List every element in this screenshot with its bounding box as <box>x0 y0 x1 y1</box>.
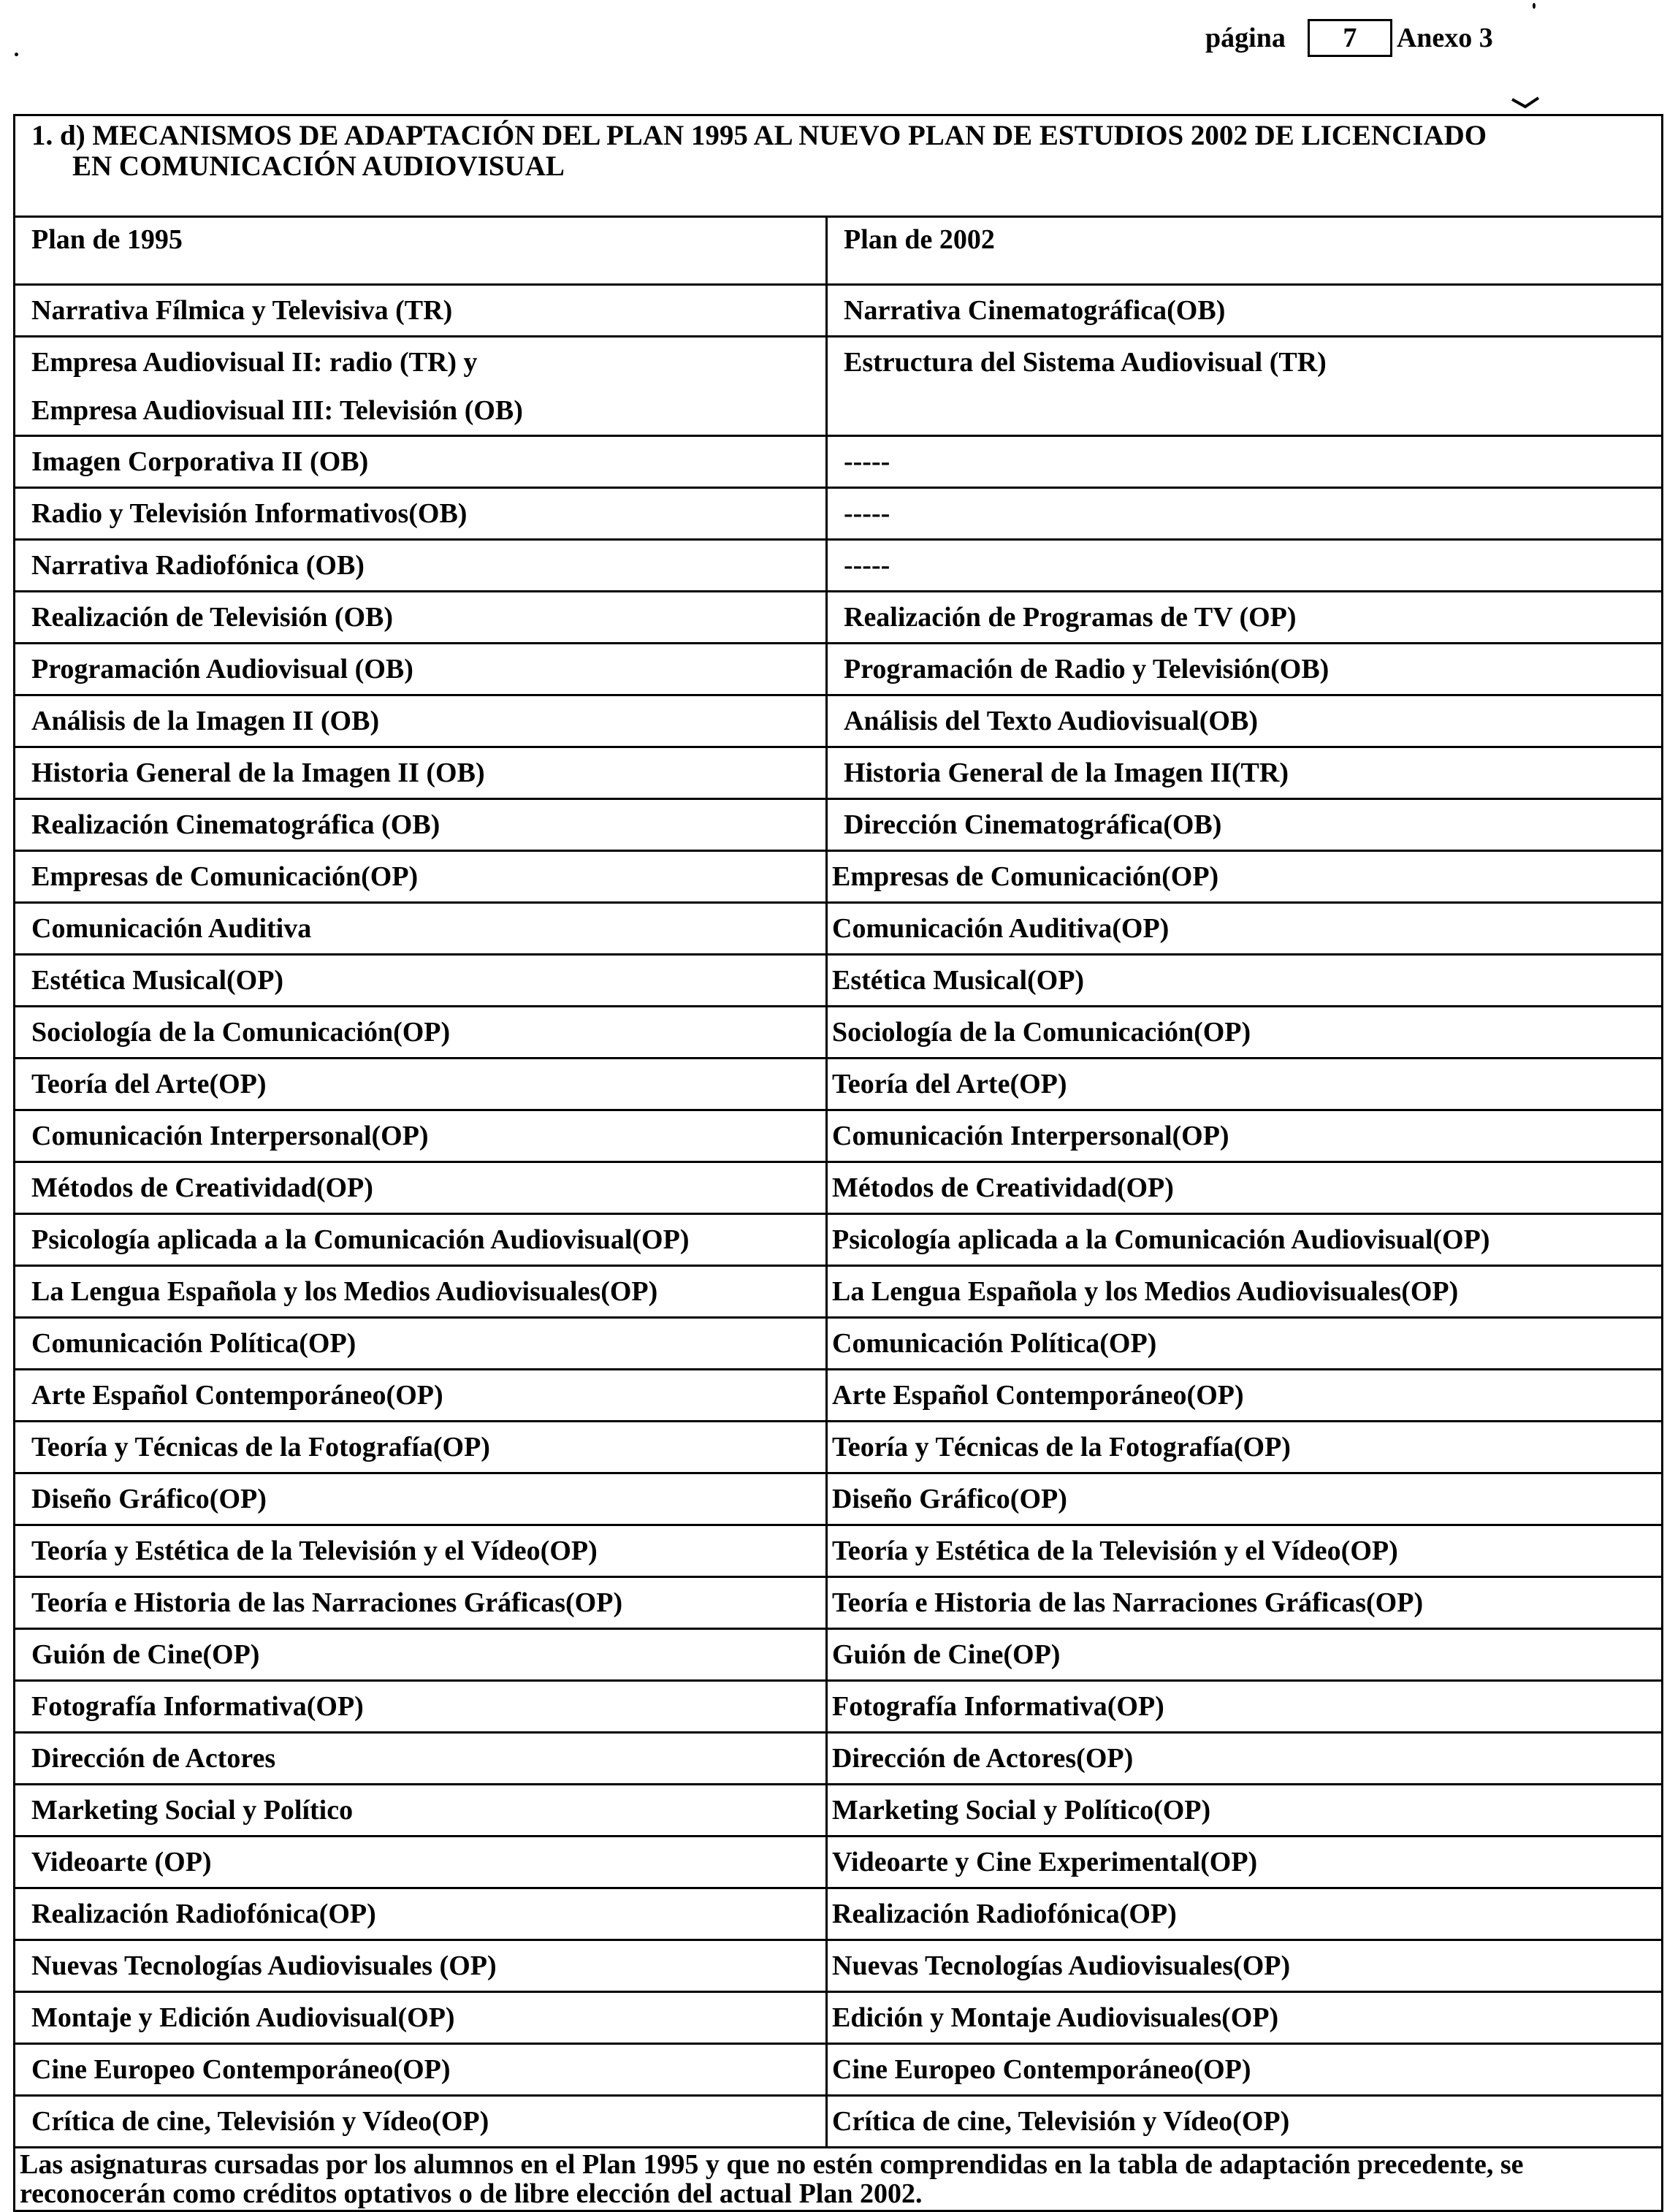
cell-plan-2002: Comunicación Interpersonal(OP) <box>827 1110 1663 1162</box>
table-row <box>15 1837 1663 1888</box>
cell-plan-1995: Narrativa Radiofónica (OB) <box>15 540 827 592</box>
scan-speck <box>1533 3 1536 9</box>
cell-plan-1995: Psicología aplicada a la Comunicación Audiovisual(OP) <box>15 1214 827 1266</box>
table-row <box>15 1785 1663 1837</box>
cell-plan-1995: Fotografía Informativa(OP) <box>15 1681 827 1733</box>
cell-plan-1995: Realización Radiofónica(OP) <box>15 1888 827 1940</box>
table-row <box>15 1473 1663 1525</box>
cell-line: Empresa Audiovisual III: Televisión (OB) <box>31 395 523 426</box>
table-row <box>15 2044 1663 2096</box>
cell-plan-2002: Teoría e Historia de las Narraciones Gráficas(OP) <box>827 1577 1663 1629</box>
cell-plan-2002: Métodos de Creatividad(OP) <box>827 1162 1663 1214</box>
cell-plan-2002: Comunicación Política(OP) <box>827 1318 1663 1370</box>
table-row <box>15 285 1663 337</box>
cell-plan-2002: Dirección de Actores(OP) <box>827 1733 1663 1785</box>
table-row <box>15 1940 1663 1992</box>
table-row <box>15 1733 1663 1785</box>
column-header-row <box>15 217 1663 285</box>
table-row <box>15 1007 1663 1059</box>
cell-plan-1995: La Lengua Española y los Medios Audiovisuales(OP) <box>15 1266 827 1318</box>
table-row <box>15 695 1663 747</box>
cell-plan-1995: Teoría y Técnicas de la Fotografía(OP) <box>15 1422 827 1473</box>
table-row <box>15 1629 1663 1681</box>
cell-plan-1995: Empresas de Comunicación(OP) <box>15 851 827 903</box>
table-row <box>15 903 1663 955</box>
table-row <box>15 540 1663 592</box>
table-row <box>15 1214 1663 1266</box>
cell-plan-2002: Historia General de la Imagen II(TR) <box>827 747 1663 799</box>
table-row <box>15 955 1663 1007</box>
table-row <box>15 1422 1663 1473</box>
cell-line: Empresa Audiovisual II: radio (TR) y <box>31 347 478 378</box>
cell-plan-1995: Realización de Televisión (OB) <box>15 592 827 644</box>
cell-plan-2002: Diseño Gráfico(OP) <box>827 1473 1663 1525</box>
cell-plan-2002: Estética Musical(OP) <box>827 955 1663 1007</box>
cell-plan-2002: Comunicación Auditiva(OP) <box>827 903 1663 955</box>
cell-plan-1995: Arte Español Contemporáneo(OP) <box>15 1370 827 1422</box>
cell-plan-2002: Cine Europeo Contemporáneo(OP) <box>827 2044 1663 2096</box>
cell-plan-2002: Videoarte y Cine Experimental(OP) <box>827 1837 1663 1888</box>
table-row <box>15 1525 1663 1577</box>
scan-speck <box>15 53 18 56</box>
cell-plan-2002: Análisis del Texto Audiovisual(OB) <box>827 695 1663 747</box>
table-row <box>15 2096 1663 2148</box>
cell-plan-1995: Cine Europeo Contemporáneo(OP) <box>15 2044 827 2096</box>
cell-plan-2002: Dirección Cinematográfica(OB) <box>827 799 1663 851</box>
adaptation-table <box>13 114 1663 2212</box>
table-row <box>15 1266 1663 1318</box>
cell-plan-1995: Programación Audiovisual (OB) <box>15 644 827 695</box>
cell-plan-1995: Videoarte (OP) <box>15 1837 827 1888</box>
cell-plan-2002: ----- <box>827 488 1663 540</box>
cell-plan-2002: Fotografía Informativa(OP) <box>827 1681 1663 1733</box>
cell-plan-1995: Análisis de la Imagen II (OB) <box>15 695 827 747</box>
cell-plan-1995: Imagen Corporativa II (OB) <box>15 436 827 488</box>
page-number-box: 7 <box>1308 19 1392 57</box>
cell-plan-1995: Guión de Cine(OP) <box>15 1629 827 1681</box>
table-row <box>15 644 1663 695</box>
cell-plan-2002: Programación de Radio y Televisión(OB) <box>827 644 1663 695</box>
table-row <box>15 1162 1663 1214</box>
cell-plan-1995: Crítica de cine, Televisión y Vídeo(OP) <box>15 2096 827 2148</box>
table-row <box>15 1370 1663 1422</box>
cell-plan-1995: Comunicación Interpersonal(OP) <box>15 1110 827 1162</box>
cell-plan-1995: Radio y Televisión Informativos(OB) <box>15 488 827 540</box>
cell-plan-2002: Teoría y Estética de la Televisión y el Vídeo(OP) <box>827 1525 1663 1577</box>
table-row <box>15 1110 1663 1162</box>
page-header <box>1205 16 1493 60</box>
table-row <box>15 1059 1663 1110</box>
cell-plan-2002: Crítica de cine, Televisión y Vídeo(OP) <box>827 2096 1663 2148</box>
cell-plan-2002: ----- <box>827 436 1663 488</box>
cell-plan-1995: Teoría del Arte(OP) <box>15 1059 827 1110</box>
table-row <box>15 1681 1663 1733</box>
table-title-line1: 1. d) MECANISMOS DE ADAPTACIÓN DEL PLAN 1995 AL NUEVO PLAN DE ESTUDIOS 2002 DE LICENCIADO <box>31 120 1487 151</box>
cell-plan-1995: Diseño Gráfico(OP) <box>15 1473 827 1525</box>
cell-plan-2002: Sociología de la Comunicación(OP) <box>827 1007 1663 1059</box>
cell-plan-1995: Nuevas Tecnologías Audiovisuales (OP) <box>15 1940 827 1992</box>
cell-plan-1995: Teoría y Estética de la Televisión y el Vídeo(OP) <box>15 1525 827 1577</box>
cell-plan-1995: Narrativa Fílmica y Televisiva (TR) <box>15 285 827 337</box>
table-row <box>15 1992 1663 2044</box>
cell-plan-2002: Narrativa Cinematográfica(OB) <box>827 285 1663 337</box>
cell-plan-1995: Teoría e Historia de las Narraciones Gráficas(OP) <box>15 1577 827 1629</box>
table-row <box>15 1577 1663 1629</box>
table-row <box>15 1318 1663 1370</box>
cell-plan-2002: Marketing Social y Político(OP) <box>827 1785 1663 1837</box>
cell-plan-1995: Sociología de la Comunicación(OP) <box>15 1007 827 1059</box>
cell-plan-2002: Teoría del Arte(OP) <box>827 1059 1663 1110</box>
cell-plan-2002: Realización de Programas de TV (OP) <box>827 592 1663 644</box>
cell-plan-1995: Historia General de la Imagen II (OB) <box>15 747 827 799</box>
cell-plan-2002: Realización Radiofónica(OP) <box>827 1888 1663 1940</box>
column-header-plan-1995: Plan de 1995 <box>15 217 827 285</box>
cell-plan-1995: Montaje y Edición Audiovisual(OP) <box>15 1992 827 2044</box>
title-row <box>15 115 1663 217</box>
cell-plan-1995: Marketing Social y Político <box>15 1785 827 1837</box>
table-row <box>15 488 1663 540</box>
cell-plan-2002: Empresas de Comunicación(OP) <box>827 851 1663 903</box>
column-header-plan-2002: Plan de 2002 <box>827 217 1663 285</box>
cell-plan-1995: Métodos de Creatividad(OP) <box>15 1162 827 1214</box>
table-title-line2: EN COMUNICACIÓN AUDIOVISUAL <box>72 150 565 182</box>
cell-plan-2002: La Lengua Española y los Medios Audiovisuales(OP) <box>827 1266 1663 1318</box>
table-row <box>15 799 1663 851</box>
cell-plan-2002: Estructura del Sistema Audiovisual (TR) <box>827 337 1663 436</box>
page-label: página <box>1205 23 1286 53</box>
table-row <box>15 1888 1663 1940</box>
cell-plan-1995: Realización Cinematográfica (OB) <box>15 799 827 851</box>
table-row <box>15 436 1663 488</box>
table-row <box>15 337 1663 436</box>
cell-plan-1995: Dirección de Actores <box>15 1733 827 1785</box>
cell-plan-1995: Comunicación Auditiva <box>15 903 827 955</box>
cell-plan-2002: ----- <box>827 540 1663 592</box>
cell-plan-2002: Edición y Montaje Audiovisuales(OP) <box>827 1992 1663 2044</box>
footer-row <box>15 2148 1663 2211</box>
cell-plan-2002: Guión de Cine(OP) <box>827 1629 1663 1681</box>
cell-plan-2002: Psicología aplicada a la Comunicación Audiovisual(OP) <box>827 1214 1663 1266</box>
annex-label: Anexo 3 <box>1396 23 1493 53</box>
cell-plan-2002: Teoría y Técnicas de la Fotografía(OP) <box>827 1422 1663 1473</box>
table-row <box>15 592 1663 644</box>
cell-plan-1995: Estética Musical(OP) <box>15 955 827 1007</box>
cell-plan-1995: Comunicación Política(OP) <box>15 1318 827 1370</box>
table-row <box>15 851 1663 903</box>
cell-plan-1995 <box>15 337 827 436</box>
table-row <box>15 747 1663 799</box>
table-title <box>15 115 1663 217</box>
cell-plan-2002: Arte Español Contemporáneo(OP) <box>827 1370 1663 1422</box>
cell-plan-2002: Nuevas Tecnologías Audiovisuales(OP) <box>827 1940 1663 1992</box>
check-mark-icon <box>1511 96 1540 110</box>
footer-note: Las asignaturas cursadas por los alumnos en el Plan 1995 y que no estén comprendidas en la tabla de adaptación precedente, se reconocerán como créditos optativos o de libre elección del actual Plan 2002. <box>15 2148 1663 2211</box>
